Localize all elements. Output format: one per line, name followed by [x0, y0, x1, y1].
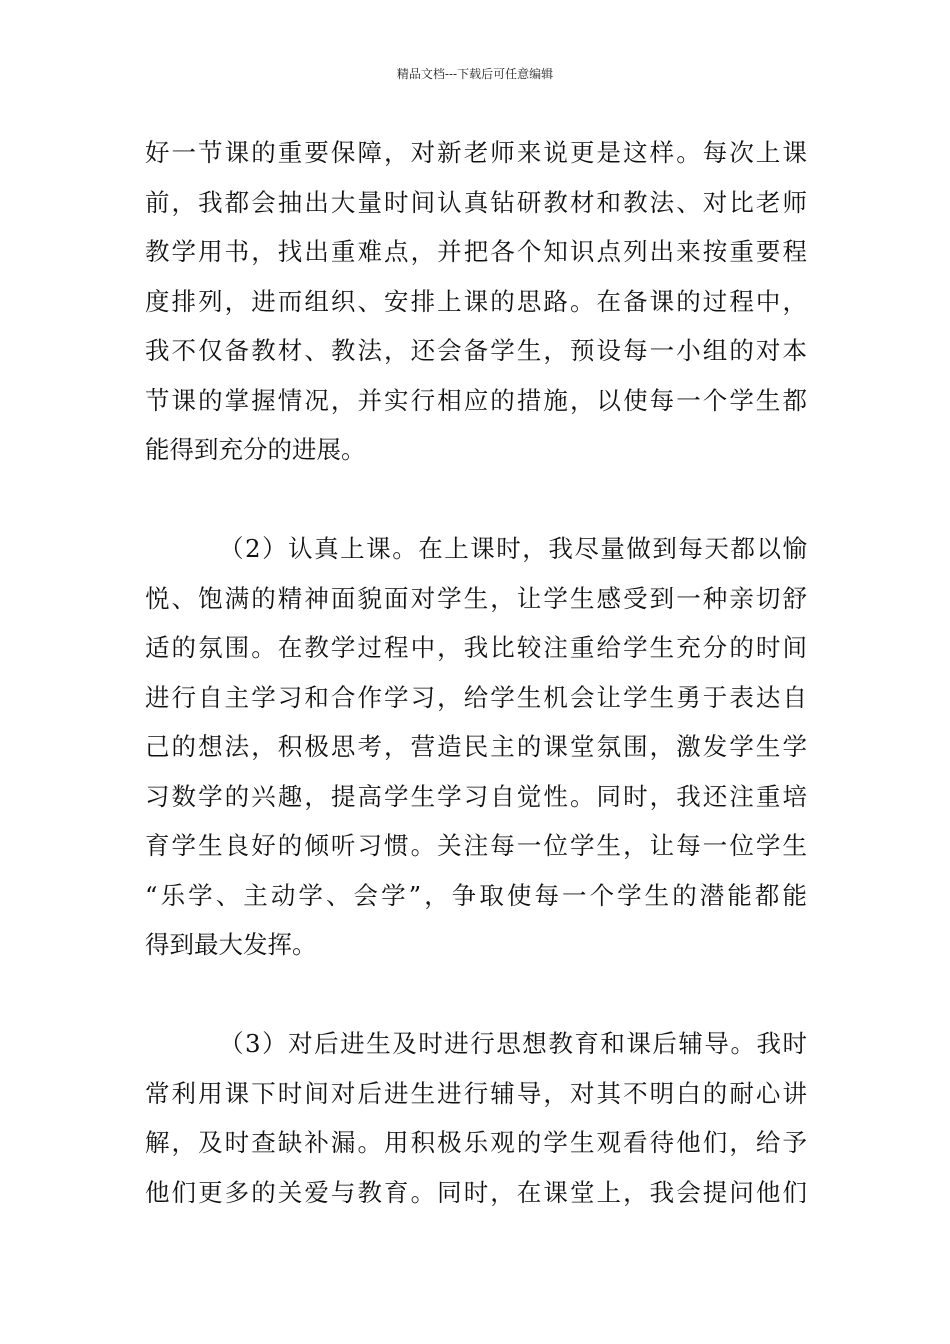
page-header: 精品文档---下载后可任意编辑 — [396, 67, 554, 81]
text-line: （2）认真上课。在上课时，我尽量做到每天都以愉 — [219, 534, 807, 563]
text-line: 得到最大发挥。 — [145, 930, 317, 959]
paragraph-class-teaching — [145, 524, 807, 970]
text-line: 悦、饱满的精神面貌面对学生，让学生感受到一种亲切舒 — [145, 583, 807, 613]
paragraph-gap — [145, 475, 807, 525]
paragraph-gap — [145, 970, 807, 1020]
text-line: 前，我都会抽出大量时间认真钻研教材和教法、对比老师 — [145, 187, 807, 217]
text-line: 习数学的兴趣，提高学生学习自觉性。同时，我还注重培 — [145, 781, 807, 811]
text-line: 解，及时查缺补漏。用积极乐观的学生观看待他们，给予 — [145, 1128, 807, 1157]
paragraph-lesson-prep — [145, 128, 807, 475]
document-body — [145, 128, 807, 1217]
text-line: 他们更多的关爱与教育。同时，在课堂上，我会提问他们 — [145, 1177, 807, 1207]
paragraph-struggling-students — [145, 1019, 807, 1217]
text-line: 常利用课下时间对后进生进行辅导，对其不明白的耐心讲 — [145, 1078, 807, 1108]
text-line: “乐学、主动学、会学”，争取使每一个学生的潜能都能 — [145, 880, 807, 910]
text-line: 能得到充分的进展。 — [145, 435, 366, 464]
text-line: 适的氛围。在教学过程中，我比较注重给学生充分的时间 — [145, 633, 807, 662]
text-line: 好一节课的重要保障，对新老师来说更是这样。每次上课 — [145, 138, 807, 167]
text-line: 己的想法，积极思考，营造民主的课堂氛围，激发学生学 — [145, 732, 807, 761]
text-line: 节课的掌握情况，并实行相应的措施，以使每一个学生都 — [145, 385, 807, 415]
text-line: （3）对后进生及时进行思想教育和课后辅导。我时 — [219, 1029, 807, 1058]
text-line: 我不仅备教材、教法，还会备学生，预设每一小组的对本 — [145, 336, 807, 365]
text-line: 育学生良好的倾听习惯。关注每一位学生，让每一位学生 — [145, 831, 807, 860]
text-line: 度排列，进而组织、安排上课的思路。在备课的过程中， — [145, 286, 807, 316]
text-line: 进行自主学习和合作学习，给学生机会让学生勇于表达自 — [145, 682, 807, 712]
text-line: 教学用书，找出重难点，并把各个知识点列出来按重要程 — [145, 237, 807, 266]
